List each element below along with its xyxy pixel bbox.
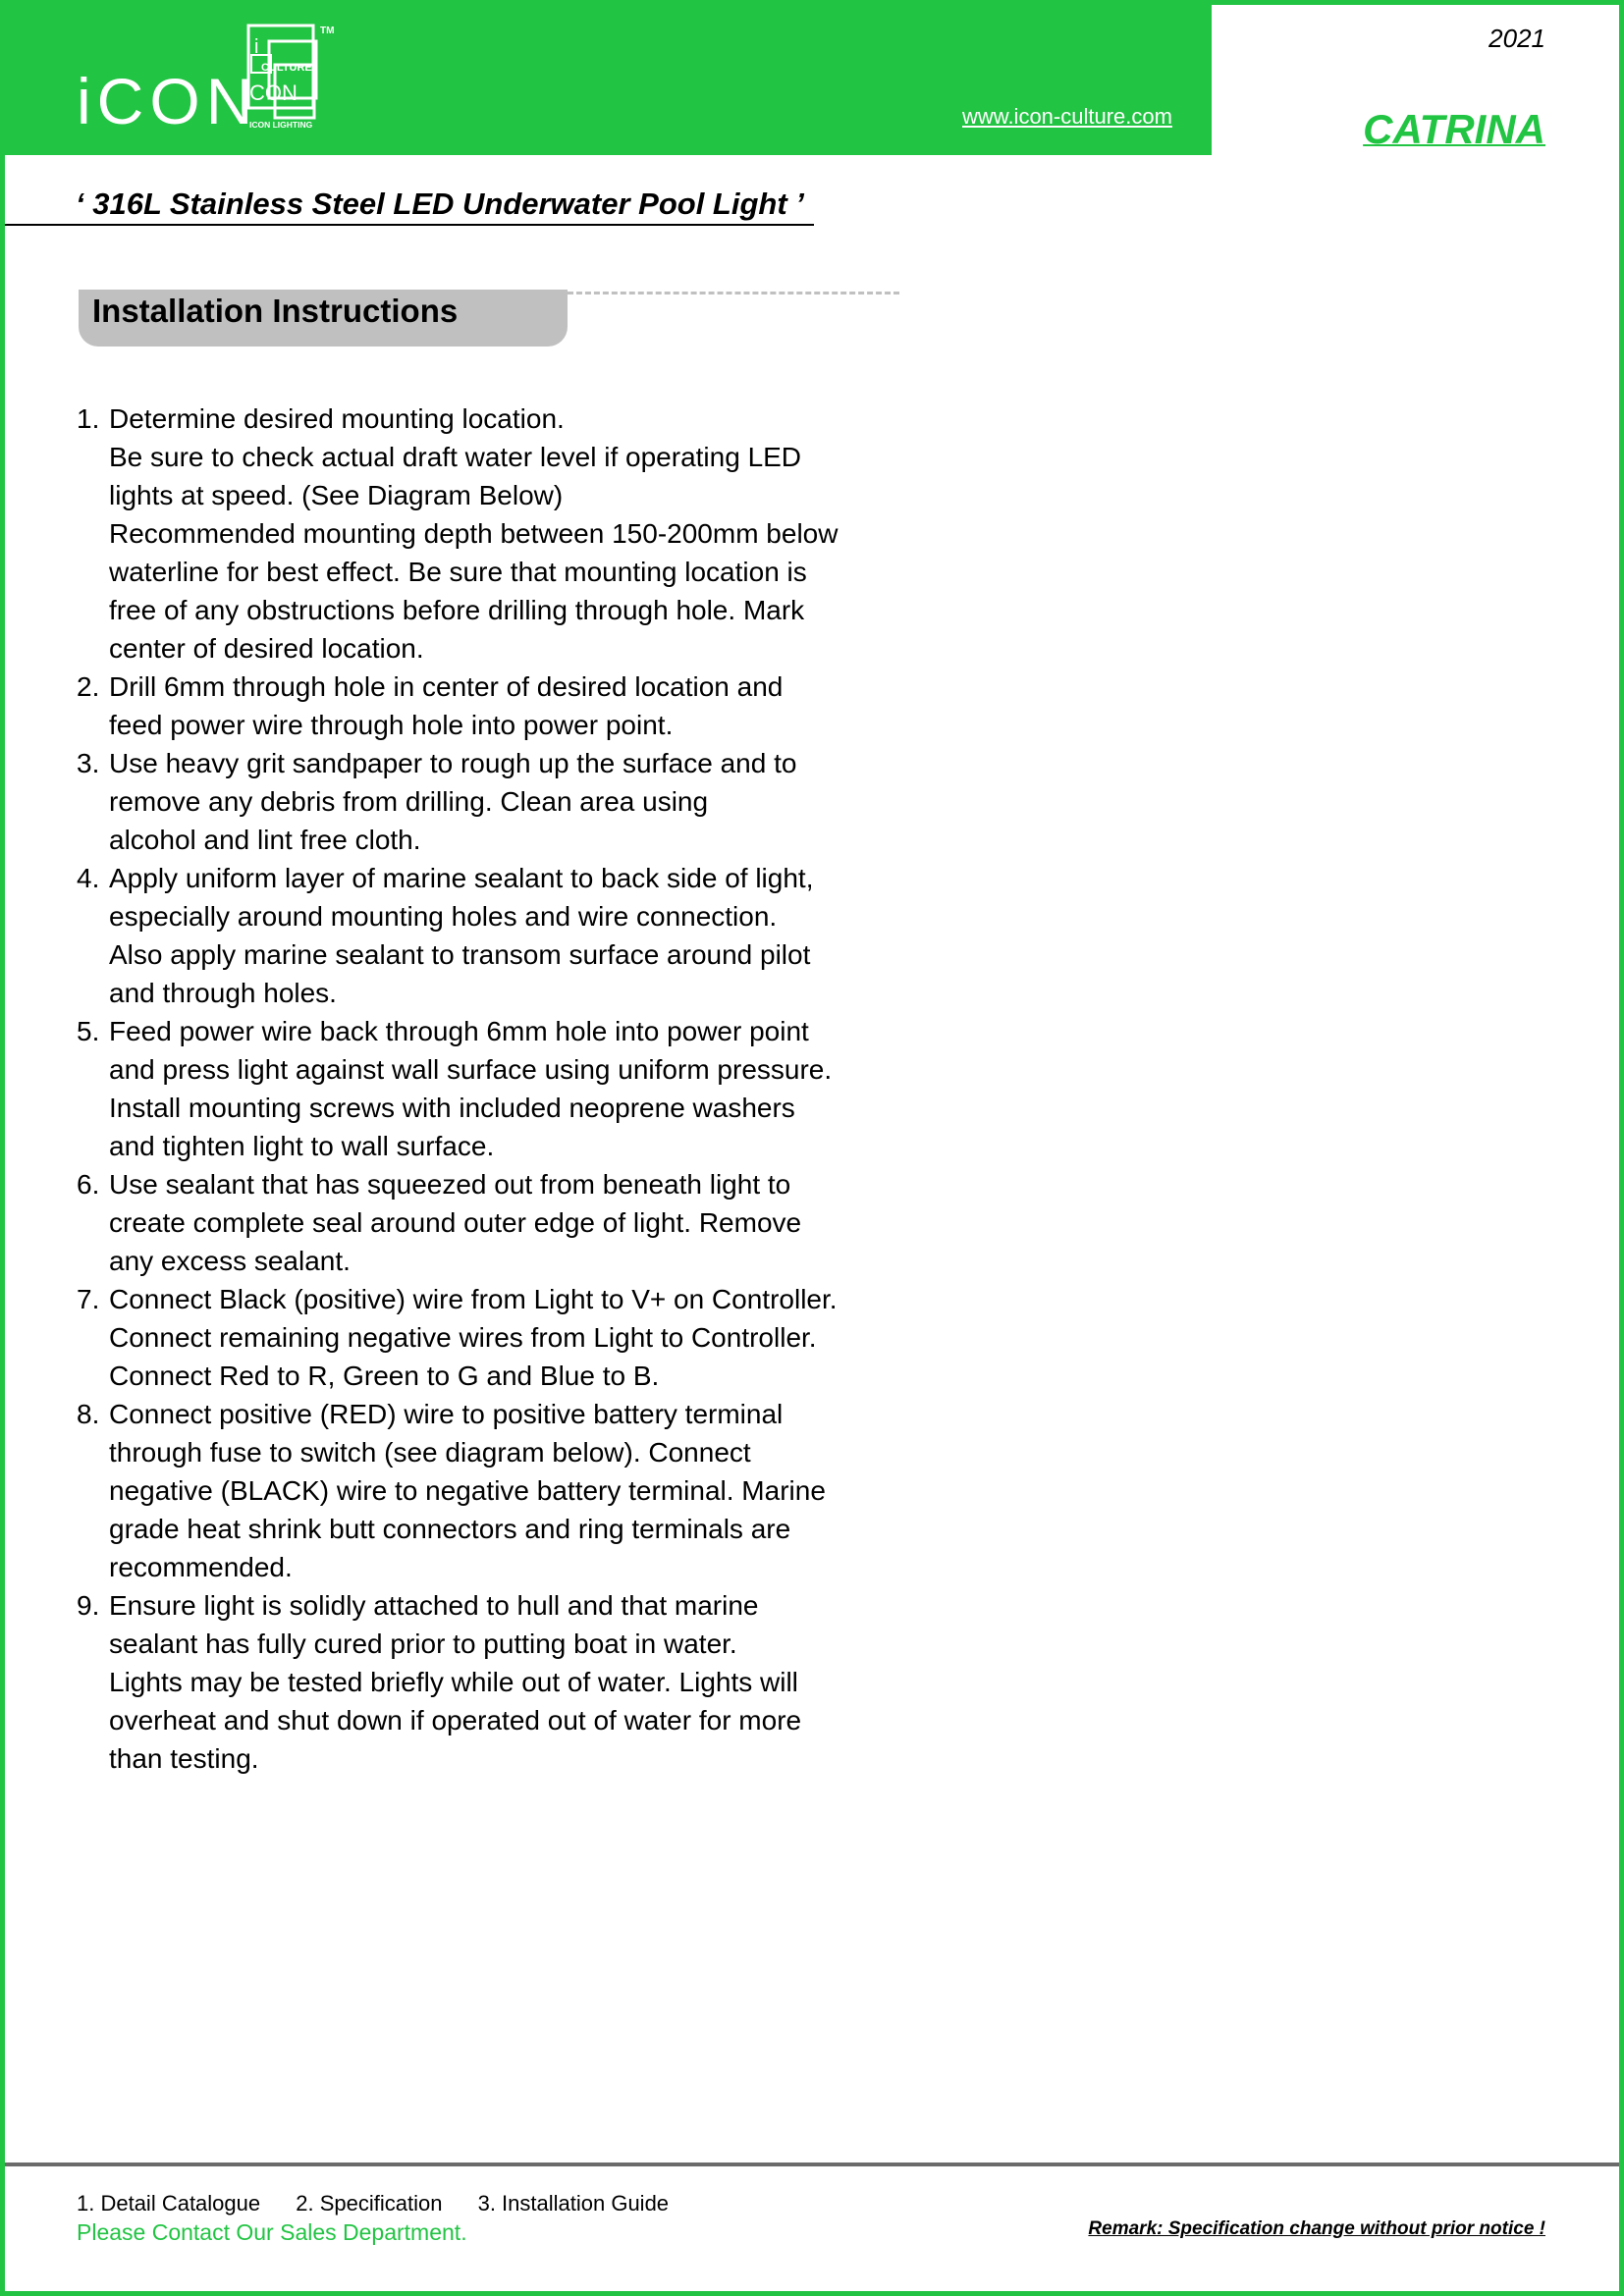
step-text-line: remove any debris from drilling. Clean area using — [109, 786, 709, 817]
step-number: 1. — [77, 403, 100, 434]
instruction-step — [77, 1280, 862, 1395]
remark-note: Remark: Specification change without prior notice ! — [1088, 2218, 1545, 2239]
step-text-line: Determine desired mounting location. — [109, 403, 565, 434]
step-number: 7. — [77, 1284, 100, 1314]
step-text-line: waterline for best effect. Be sure that mounting location is — [109, 557, 807, 587]
step-text-line: Connect Red to R, Green to G and Blue to B. — [109, 1361, 660, 1391]
section-divider — [568, 292, 899, 294]
step-number: 5. — [77, 1016, 100, 1046]
step-text-line: through fuse to switch (see diagram below). Connect — [109, 1437, 751, 1468]
instruction-step — [77, 1012, 862, 1165]
step-text-line: Ensure light is solidly attached to hull and that marine — [109, 1590, 759, 1621]
step-text-line: especially around mounting holes and wire connection. — [109, 901, 778, 932]
contact-note: Please Contact Our Sales Department. — [77, 2219, 467, 2245]
step-text-line: Be sure to check actual draft water level if operating LED — [109, 442, 802, 472]
step-number: 3. — [77, 748, 100, 778]
website-link[interactable]: www.icon-culture.com — [962, 104, 1172, 129]
step-text-line: Apply uniform layer of marine sealant to back side of light, — [109, 863, 814, 893]
logo-text-top: CULTURE — [261, 62, 312, 74]
section-title: Installation Instructions — [92, 293, 459, 329]
step-text-line: negative (BLACK) wire to negative battery terminal. Marine — [109, 1475, 826, 1506]
logo-tm: TM — [320, 26, 335, 36]
step-text-line: Connect remaining negative wires from Light to Controller. — [109, 1322, 817, 1353]
step-text-line: feed power wire through hole into power point. — [109, 710, 674, 740]
section-header — [79, 290, 568, 347]
step-number: 6. — [77, 1169, 100, 1200]
step-text-line: Use sealant that has squeezed out from beneath light to — [109, 1169, 791, 1200]
step-text-line: center of desired location. — [109, 633, 424, 664]
step-number: 4. — [77, 863, 100, 893]
step-text-line: Feed power wire back through 6mm hole into power point — [109, 1016, 809, 1046]
instruction-list — [77, 400, 862, 1778]
step-text-line: Install mounting screws with included neoprene washers — [109, 1093, 795, 1123]
step-text-line: and through holes. — [109, 978, 337, 1008]
step-number: 2. — [77, 671, 100, 702]
footer-link-specification[interactable]: 2. Specification — [296, 2191, 443, 2216]
step-text-line: alcohol and lint free cloth. — [109, 825, 421, 855]
year-label: 2021 — [1489, 24, 1545, 53]
step-text-line: grade heat shrink butt connectors and ring terminals are — [109, 1514, 791, 1544]
instruction-step — [77, 667, 862, 744]
step-text-line: create complete seal around outer edge of light. Remove — [109, 1207, 802, 1238]
step-number: 9. — [77, 1590, 100, 1621]
step-text-line: and press light against wall surface using uniform pressure. — [109, 1054, 833, 1085]
instruction-step — [77, 1165, 862, 1280]
footer-divider — [5, 2163, 1619, 2166]
step-text-line: Recommended mounting depth between 150-200mm below — [109, 518, 839, 549]
step-text-line: overheat and shut down if operated out of water for more — [109, 1705, 802, 1735]
step-text-line: sealant has fully cured prior to putting boat in water. — [109, 1629, 737, 1659]
product-name: CATRINA — [1363, 106, 1545, 152]
icon-lighting-logo — [245, 22, 344, 132]
step-text-line: lights at speed. (See Diagram Below) — [109, 480, 564, 510]
step-text-line: Drill 6mm through hole in center of desired location and — [109, 671, 784, 702]
step-text-line: Use heavy grit sandpaper to rough up the surface and to — [109, 748, 797, 778]
instruction-step — [77, 859, 862, 1012]
step-text-line: and tighten light to wall surface. — [109, 1131, 495, 1161]
header-band — [0, 0, 1212, 155]
instruction-step — [77, 744, 862, 859]
instruction-step — [77, 1395, 862, 1586]
step-text-line: Connect positive (RED) wire to positive battery terminal — [109, 1399, 784, 1429]
step-text-line: free of any obstructions before drilling through hole. Mark — [109, 595, 805, 625]
footer-links — [77, 2191, 698, 2216]
document-title: ‘ 316L Stainless Steel LED Underwater Pool Light ’ — [5, 185, 814, 226]
logo-text-mid: CON — [249, 80, 298, 105]
svg-text:i: i — [254, 36, 259, 58]
step-text-line: recommended. — [109, 1552, 293, 1582]
footer-link-installation-guide[interactable]: 3. Installation Guide — [477, 2191, 670, 2216]
instruction-step — [77, 1586, 862, 1778]
instruction-step — [77, 400, 862, 667]
step-text-line: Connect Black (positive) wire from Light to V+ on Controller. — [109, 1284, 838, 1314]
footer-link-detail-catalogue[interactable]: 1. Detail Catalogue — [77, 2191, 261, 2216]
step-text-line: than testing. — [109, 1743, 259, 1774]
step-text-line: Lights may be tested briefly while out of water. Lights will — [109, 1667, 798, 1697]
logo-text-bottom: ICON LIGHTING — [249, 120, 313, 130]
step-text-line: any excess sealant. — [109, 1246, 351, 1276]
step-number: 8. — [77, 1399, 100, 1429]
step-text-line: Also apply marine sealant to transom surface around pilot — [109, 939, 811, 970]
brand-wordmark: iCON — [77, 65, 259, 137]
